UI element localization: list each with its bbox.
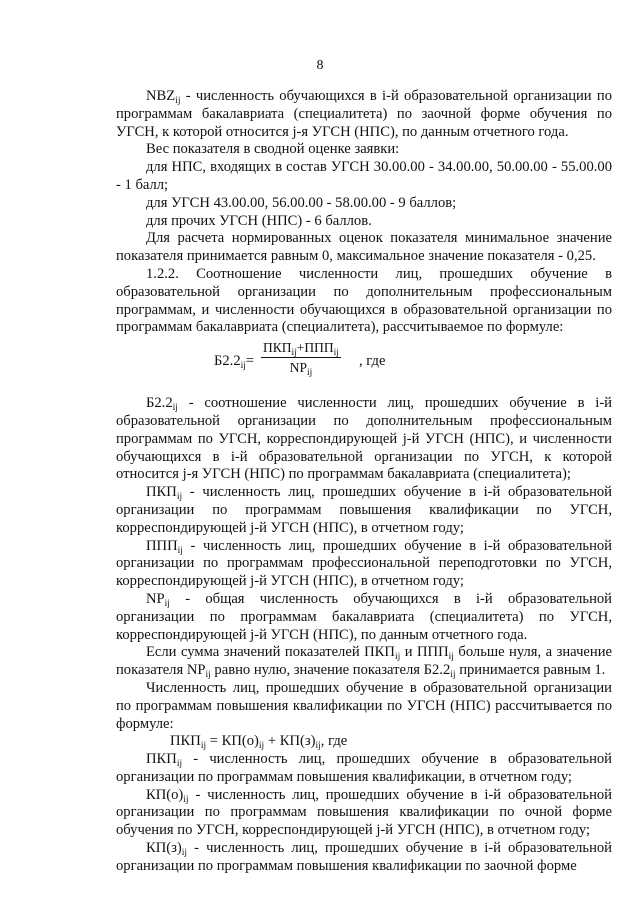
paragraph-kp-z-definition: $КП(з)_{ij}$ - численность лиц, прошедших обучение в i-й образовательной организации по программам повышения квалификации по заочной форме bbox=[116, 840, 612, 874]
paragraph-condition: Если сумма значений показателей $ПКП_{ij}$ и $ППП_{ij}$ больше нуля, а значение показателя $NP_{ij}$ равно нулю, значение показателя $Б2.2_{ij}$ принимается равным 1. bbox=[116, 644, 612, 681]
paragraph-nbz-definition: $NBZ_{ij}$ - численность обучающихся в i-й образовательной организации по программам бакалавриата (специалитета) по заочной форме обучения по УГСН, к которой относится j-я УГСН (НПС), по данным отчетного года. bbox=[116, 88, 612, 140]
paragraph-section-1-2-2: 1.2.2. Соотношение численности лиц, прошедших обучение в образовательной организации по дополнительным профессиональным программам, и численности обучающихся в образовательной организации по программам бакалавриата (специалитета), рассчитываемое по формуле: bbox=[116, 265, 612, 336]
page-number: 8 bbox=[316, 58, 324, 73]
formula-b22-numerator: $ПКП_{ij}+ППП_{ij}$ bbox=[263, 340, 339, 359]
paragraph-weight-ugsn: для УГСН 43.00.00, 56.00.00 - 58.00.00 - 9 баллов; bbox=[146, 194, 457, 211]
formula-b22-fraction bbox=[261, 339, 341, 377]
paragraph-normalization: Для расчета нормированных оценок показателя минимальное значение показателя принимается равным 0, максимальное значение показателя - 0,25. bbox=[116, 230, 612, 265]
formula-pkp: $ПКП_{ij} = КП(о)_{ij} + КП(з)_{ij}$, где bbox=[170, 733, 348, 752]
formula-b22-denominator: $NP_{ij}$ bbox=[289, 360, 313, 379]
paragraph-pkp-formula-intro: Численность лиц, прошедших обучение в образовательной организации по программам повышения квалификации по УГСН (НПС) рассчитывается по формуле: bbox=[116, 679, 612, 732]
paragraph-pkp-definition: $ПКП_{ij}$ - численность лиц, прошедших обучение в i-й образовательной организации по программам повышения квалификации по УГСН, корреспондирующей j-й УГСН (НПС), в отчетном году; bbox=[116, 484, 612, 536]
paragraph-weight-nps: для НПС, входящих в состав УГСН 30.00.00 - 34.00.00, 50.00.00 - 55.00.00 - 1 балл; bbox=[116, 159, 612, 193]
formula-b22-suffix: , где bbox=[359, 353, 386, 370]
document-body bbox=[116, 88, 612, 876]
paragraph-pkp-formula-definition: $ПКП_{ij}$ - численность лиц, прошедших обучение в образовательной организации по программам повышения квалификации, в отчетном году; bbox=[116, 751, 612, 785]
paragraph-b22-definition: $Б2.2_{ij}$ - соотношение численности лиц, прошедших обучение в i-й образовательной организации по дополнительным профессиональным программам по УГСН, корреспондирующей j-й УГСН (НПС), и численности обучающихся в i-й образовательной организации по УГСН, к которой относится j-я УГСН (НПС) по программам бакалавриата (специалитета); bbox=[116, 395, 612, 483]
formula-b22-lhs: $Б2.2_{ij}=$ bbox=[214, 353, 255, 372]
paragraph-ppp-definition: $ППП_{ij}$ - численность лиц, прошедших обучение в i-й образовательной организации по программам профессиональной переподготовки по УГСН, корреспондирующей j-й УГСН (НПС), в отчетном году; bbox=[116, 537, 612, 590]
paragraph-weight-other: для прочих УГСН (НПС) - 6 баллов. bbox=[146, 212, 372, 229]
paragraph-np-definition: $NP_{ij}$ - общая численность обучающихся в i-й образовательной организации по программам бакалавриата (специалитета) по УГСН, корреспондирующей j-й УГСН (НПС), по данным отчетного года. bbox=[116, 590, 612, 643]
paragraph-weight-intro: Вес показателя в сводной оценке заявки: bbox=[146, 141, 400, 158]
paragraph-kp-o-definition: $КП(о)_{ij}$ - численность лиц, прошедших обучение в i-й образовательной организации по программам повышения квалификации по очной форме обучения по УГСН, корреспондирующей j-й УГСН (НПС), в отчетном году; bbox=[116, 786, 612, 839]
formula-b22 bbox=[116, 339, 612, 391]
